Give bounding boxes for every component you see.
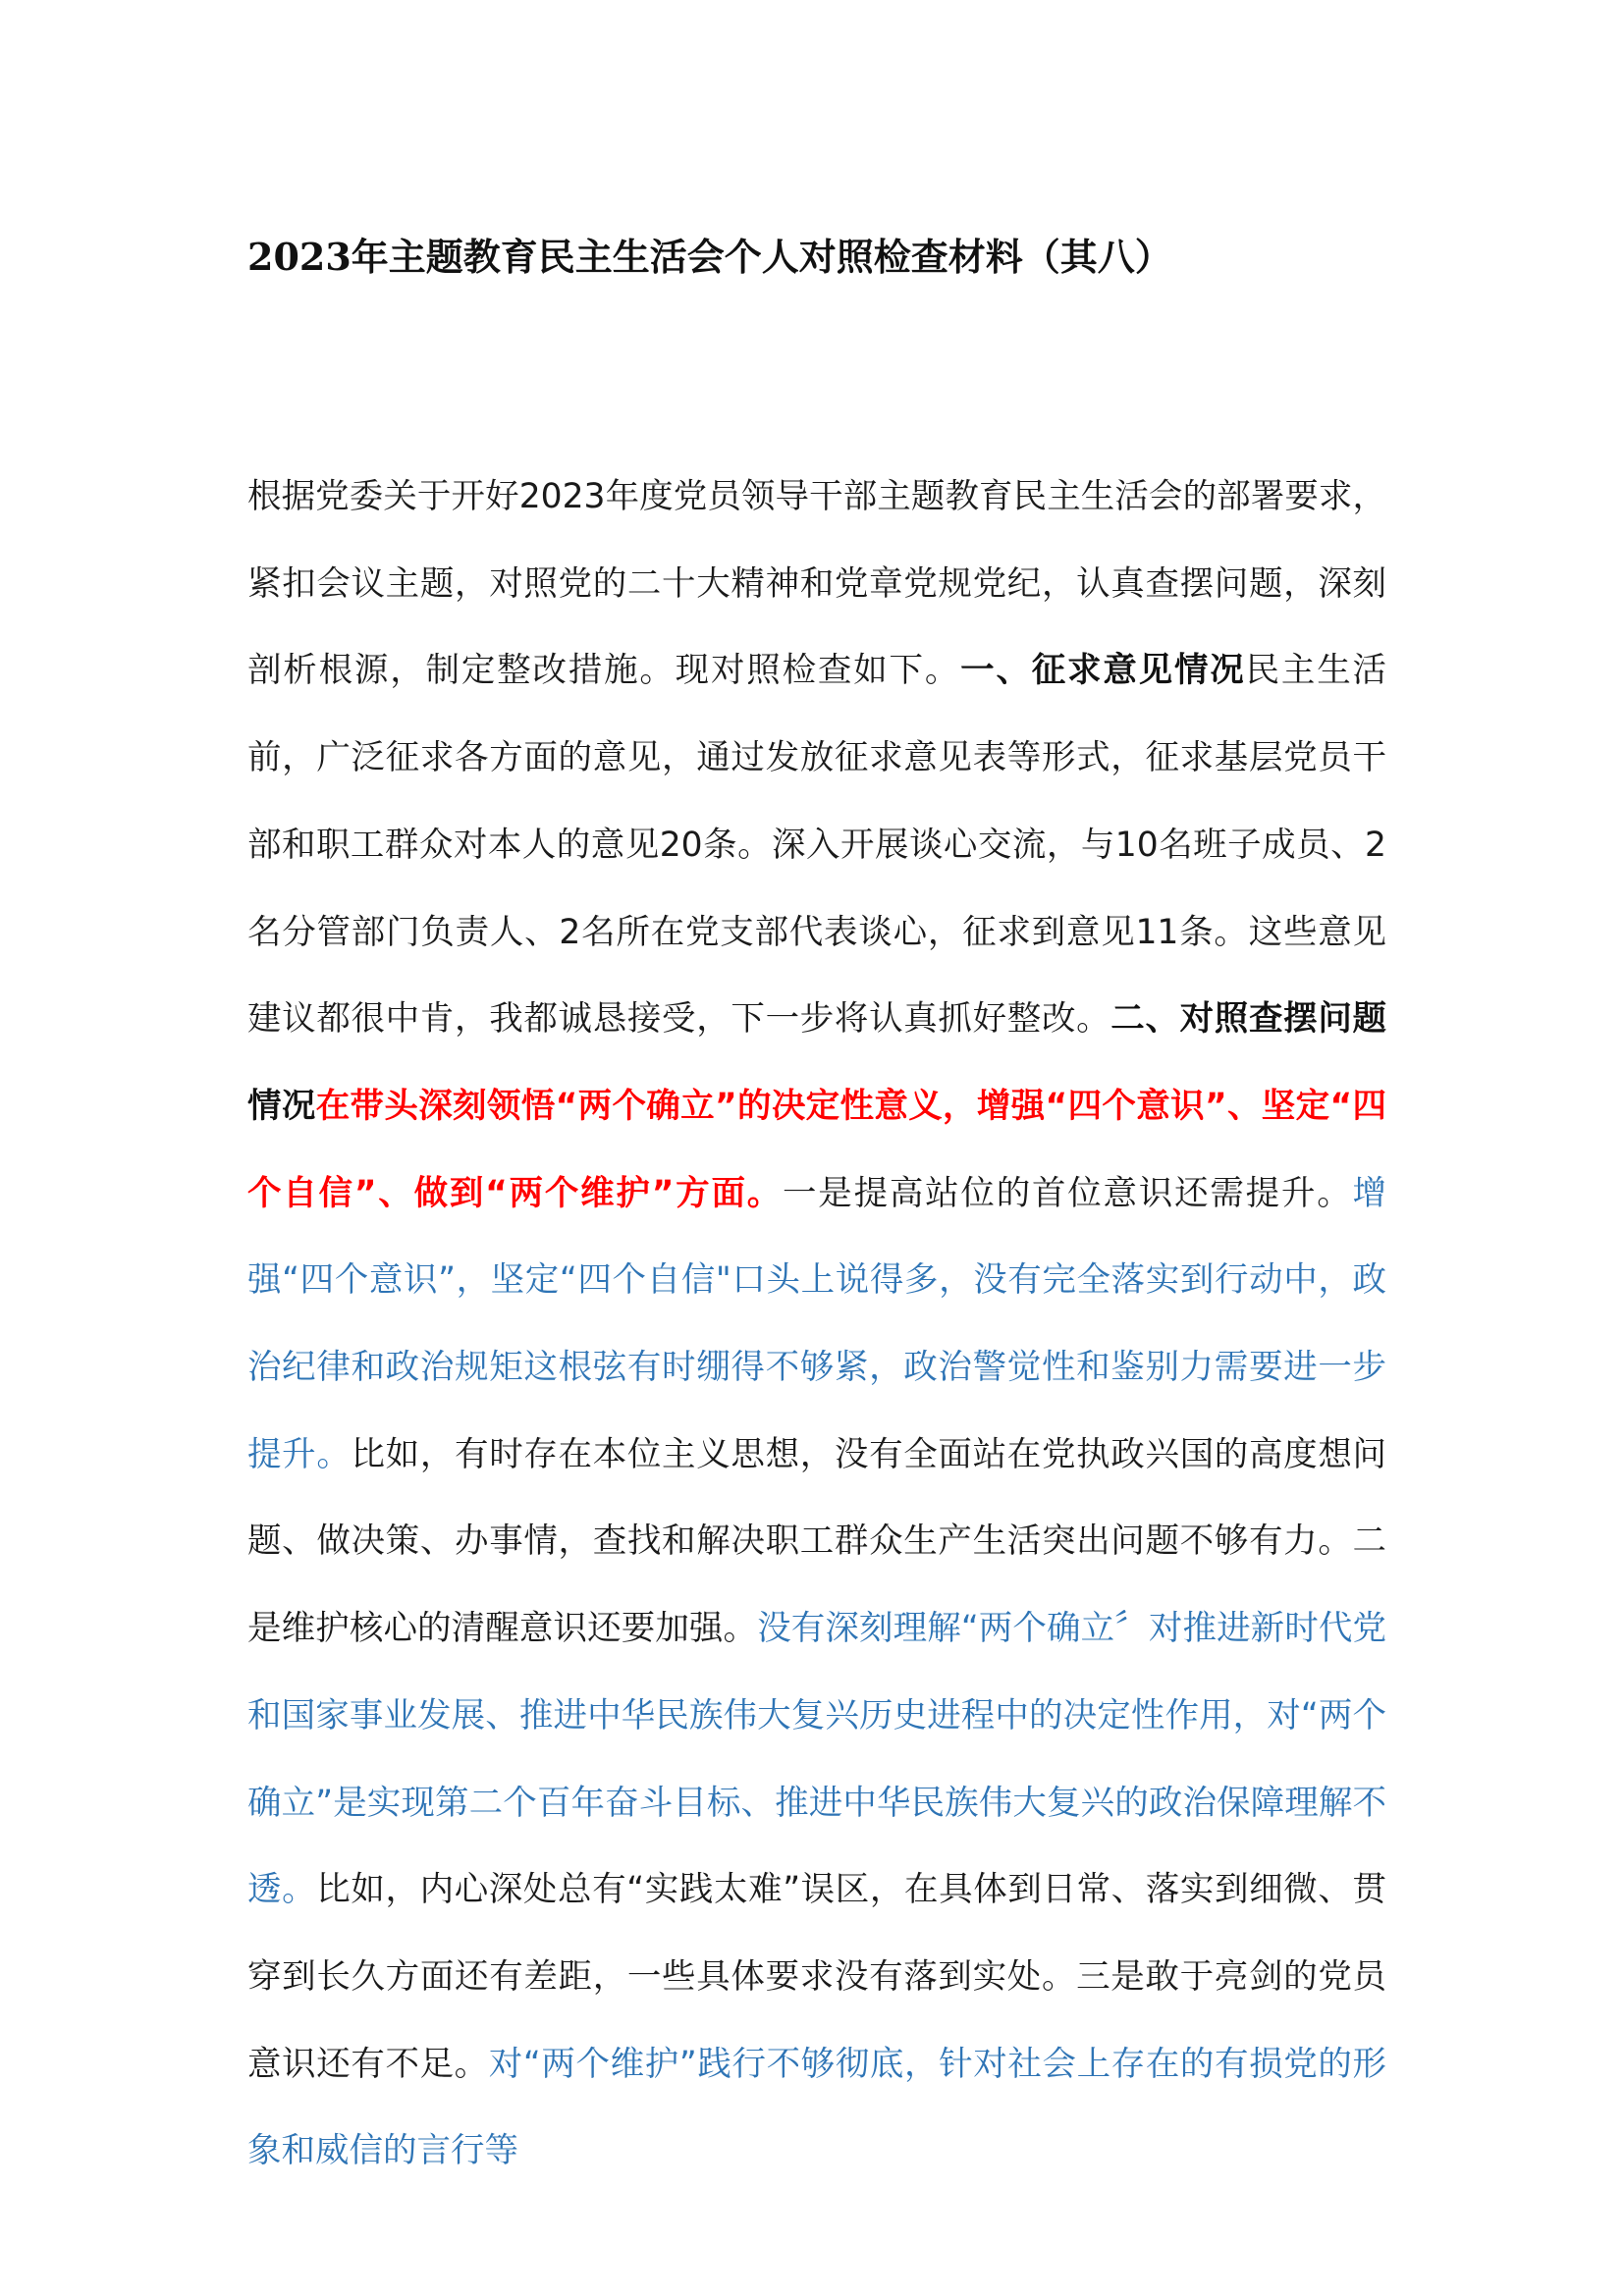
- point1-highlight: 增强“四个意识”，坚定“四个自信"口头上说得多，没有完全落实到行动中，政治纪律和政治规矩这根弦有时绷得不够紧，政治警觉性和鉴别力需要进一步提升。: [247, 1173, 1386, 1474]
- point1-example: 比如，有时存在本位主义思想，没有全面站在党执政兴国的高度想问题、做决策、办事情，查找和解决职工群众生产生活突出问题不够有力。: [247, 1434, 1386, 1562]
- point2-lead: 二是维护核心的清醒意识还要加强。: [247, 1522, 1386, 1649]
- point2-example: 比如，内心深处总有“实践太难”误区，在具体到日常、落实到细微、贯穿到长久方面还有差距，一些具体要求没有落到实处。: [247, 1870, 1386, 1997]
- section1-text: 民主生活前，广泛征求各方面的意见，通过发放征求意见表等形式，征求基层党员干部和职工群众对本人的意见20条。深入开展谈心交流，与10名班子成员、2名分管部门负责人、2名所在党支部代表谈心，征求到意见11条。这些意见建议都很中肯，我都诚恳接受，下一步将认真抓好整改。: [247, 651, 1387, 1040]
- intro-text: 根据党委关于开好2023年度党员领导干部主题教育民主生活会的部署要求，紧扣会议主题，对照党的二十大精神和党章党规党纪，认真查摆问题，深刻剖析根源，制定整改措施。现对照检查如下。: [247, 477, 1386, 691]
- section1-heading: 一、征求意见情况: [960, 651, 1246, 691]
- point3-lead: 三是敢于亮剑的党员意识还有不足。: [247, 1956, 1386, 2084]
- point1-lead: 一是提高站位的首位意识还需提升。: [783, 1173, 1353, 1213]
- point2-highlight: 没有深刻理解“两个确立〞对推进新时代党和国家事业发展、推进中华民族伟大复兴历史进程中的决定性作用，对“两个确立”是实现第二个百年奋斗目标、推进中华民族伟大复兴的政治保障理解不透。: [247, 1609, 1387, 1910]
- point3-highlight: 对“两个维护”践行不够彻底，针对社会上存在的有损党的形象和威信的言行等: [247, 2044, 1386, 2171]
- document-body: [247, 454, 1386, 2195]
- section2-heading: 二、对照查摆问题情况: [247, 999, 1386, 1126]
- document-title: 2023年主题教育民主生活会个人对照检查材料（其八）: [247, 235, 1172, 279]
- section2-subheading: 在带头深刻领悟“两个确立”的决定性意义，增强“四个意识”、坚定“四个自信”、做到“两个维护”方面。: [247, 1086, 1386, 1213]
